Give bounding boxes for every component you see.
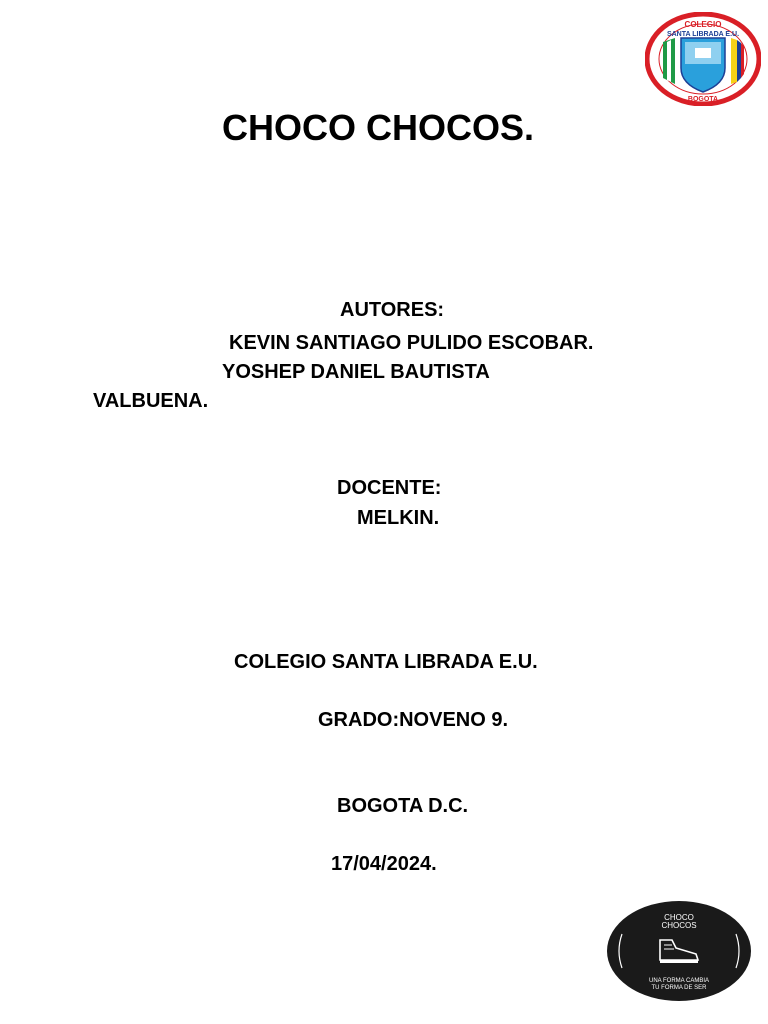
choco-chocos-brand-logo <box>606 900 752 1002</box>
docente-name: MELKIN. <box>357 507 440 529</box>
autores-label: AUTORES: <box>340 299 445 321</box>
date-text: 17/04/2024. <box>331 853 437 875</box>
grade-text: GRADO:NOVENO 9. <box>318 709 509 731</box>
docente-label: DOCENTE: <box>337 477 442 499</box>
brand-tagline-1: UNA FORMA CAMBIA <box>648 978 710 984</box>
brand-tagline-2: TU FORMA DE SER <box>651 985 707 991</box>
author-2-line-1: YOSHEP DANIEL BAUTISTA <box>222 361 490 383</box>
author-1: KEVIN SANTIAGO PULIDO ESCOBAR. <box>229 332 594 354</box>
seal-text-top: COLEGIO <box>684 20 722 29</box>
seal-text-arc: SANTA LIBRADA E.U. <box>666 31 740 38</box>
school-seal-logo <box>645 12 761 106</box>
city-text: BOGOTA D.C. <box>337 795 469 817</box>
school-name: COLEGIO SANTA LIBRADA E.U. <box>234 651 538 673</box>
brand-line-1: CHOCO <box>664 913 694 922</box>
author-2-line-2: VALBUENA. <box>93 390 209 412</box>
page-title: CHOCO CHOCOS. <box>222 107 535 148</box>
brand-line-2: CHOCOS <box>661 921 697 930</box>
seal-text-bottom: BOGOTA <box>687 96 719 103</box>
